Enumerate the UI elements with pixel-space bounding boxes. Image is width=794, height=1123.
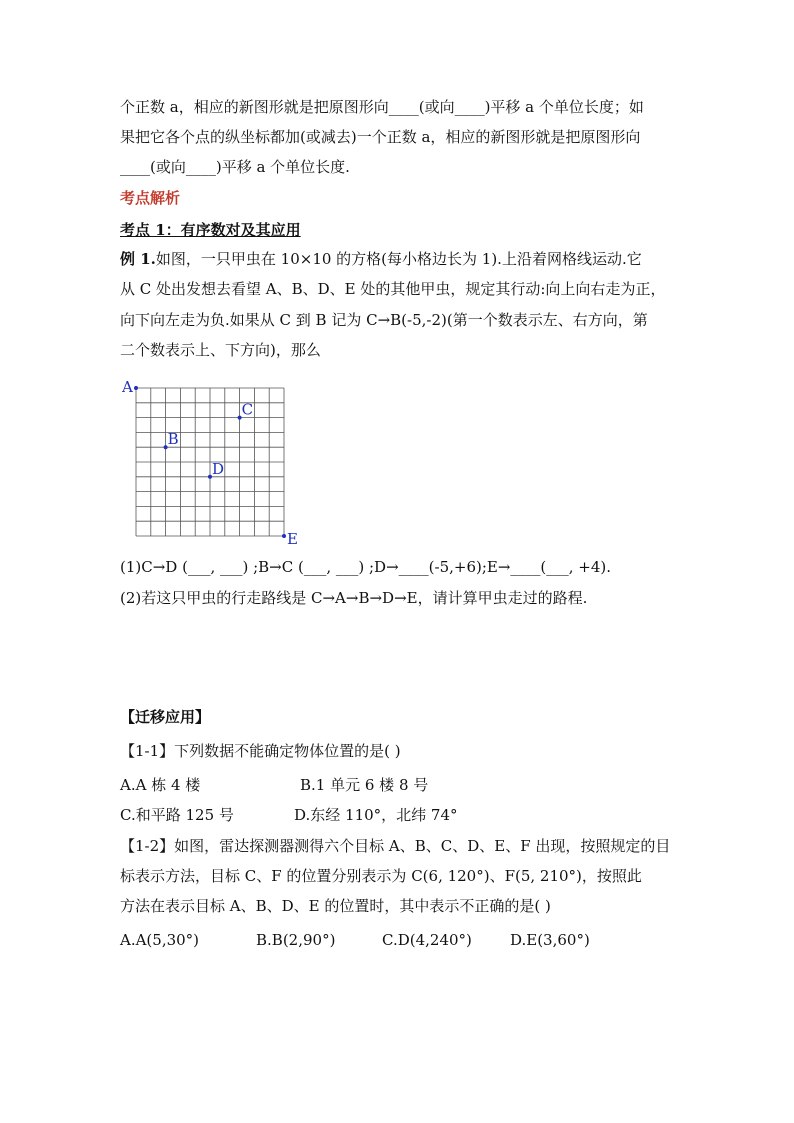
section-title: 考点解析 <box>120 189 181 207</box>
text-line-1: 个正数 a，相应的新图形就是把原图形向____(或向____)平移 a 个单位长度；如 <box>120 98 644 116</box>
example-text-1: 如图，一只甲虫在 10×10 的方格(每小格边长为 1).上沿着网格线运动.它 <box>155 250 642 268</box>
option-d: D.东经 110°，北纬 74° <box>294 806 458 824</box>
question-2: (2)若这只甲虫的行走路线是 C→A→B→D→E，请计算甲虫走过的路程. <box>120 589 588 607</box>
problem-1-2-line-3: 方法在表示目标 A、B、D、E 的位置时，其中表示不正确的是( ) <box>120 897 551 915</box>
example-label: 例 1. <box>120 250 156 268</box>
option-c: C.D(4,240°) <box>382 931 472 949</box>
grid-point-label-d: D <box>212 459 225 478</box>
option-a: A.A 栋 4 楼 <box>120 776 201 794</box>
text-line-3: ____(或向____)平移 a 个单位长度. <box>120 158 350 176</box>
question-1: (1)C→D (___, ___) ;B→C (___, ___) ;D→____(-5,+6);E→____(___, +4). <box>120 558 612 576</box>
grid-point-label-a: A <box>122 378 133 396</box>
example-line-4: 二个数表示上、下方向)，那么 <box>120 341 321 359</box>
problem-1-2-line-2: 标表示方法，目标 C、F 的位置分别表示为 C(6, 120°)、F(5, 210°)，按照此 <box>120 867 642 885</box>
grid-point-label-e: E <box>287 530 298 548</box>
text-line-2: 果把它各个点的纵坐标都加(或减去)一个正数 a，相应的新图形就是把原图形向 <box>120 128 641 146</box>
grid-point-e <box>282 534 286 538</box>
grid-point-a <box>134 386 138 390</box>
transfer-title: 【迁移应用】 <box>120 708 211 726</box>
option-d: D.E(3,60°) <box>510 931 590 949</box>
grid-point-label-b: B <box>167 430 179 449</box>
option-b: B.1 单元 6 楼 8 号 <box>300 776 429 794</box>
problem-1-2-line-1: 【1-2】如图，雷达探测器测得六个目标 A、B、C、D、E、F 出现，按照规定的目 <box>120 837 671 855</box>
topic-heading: 考点 1：有序数对及其应用 <box>120 221 301 239</box>
example-line-1 <box>120 249 720 269</box>
problem-1-1: 【1-1】下列数据不能确定物体位置的是( ) <box>120 742 401 760</box>
grid-figure <box>115 372 315 552</box>
option-c: C.和平路 125 号 <box>120 806 234 824</box>
example-line-3: 向下向左走为负.如果从 C 到 B 记为 C→B(-5,-2)(第一个数表示左、右方向，第 <box>120 311 648 329</box>
option-a: A.A(5,30°) <box>120 931 200 949</box>
grid-point-label-c: C <box>241 400 254 419</box>
example-line-2: 从 C 处出发想去看望 A、B、D、E 处的其他甲虫，规定其行动:向上向右走为正， <box>120 280 666 298</box>
option-b: B.B(2,90°) <box>256 931 336 949</box>
